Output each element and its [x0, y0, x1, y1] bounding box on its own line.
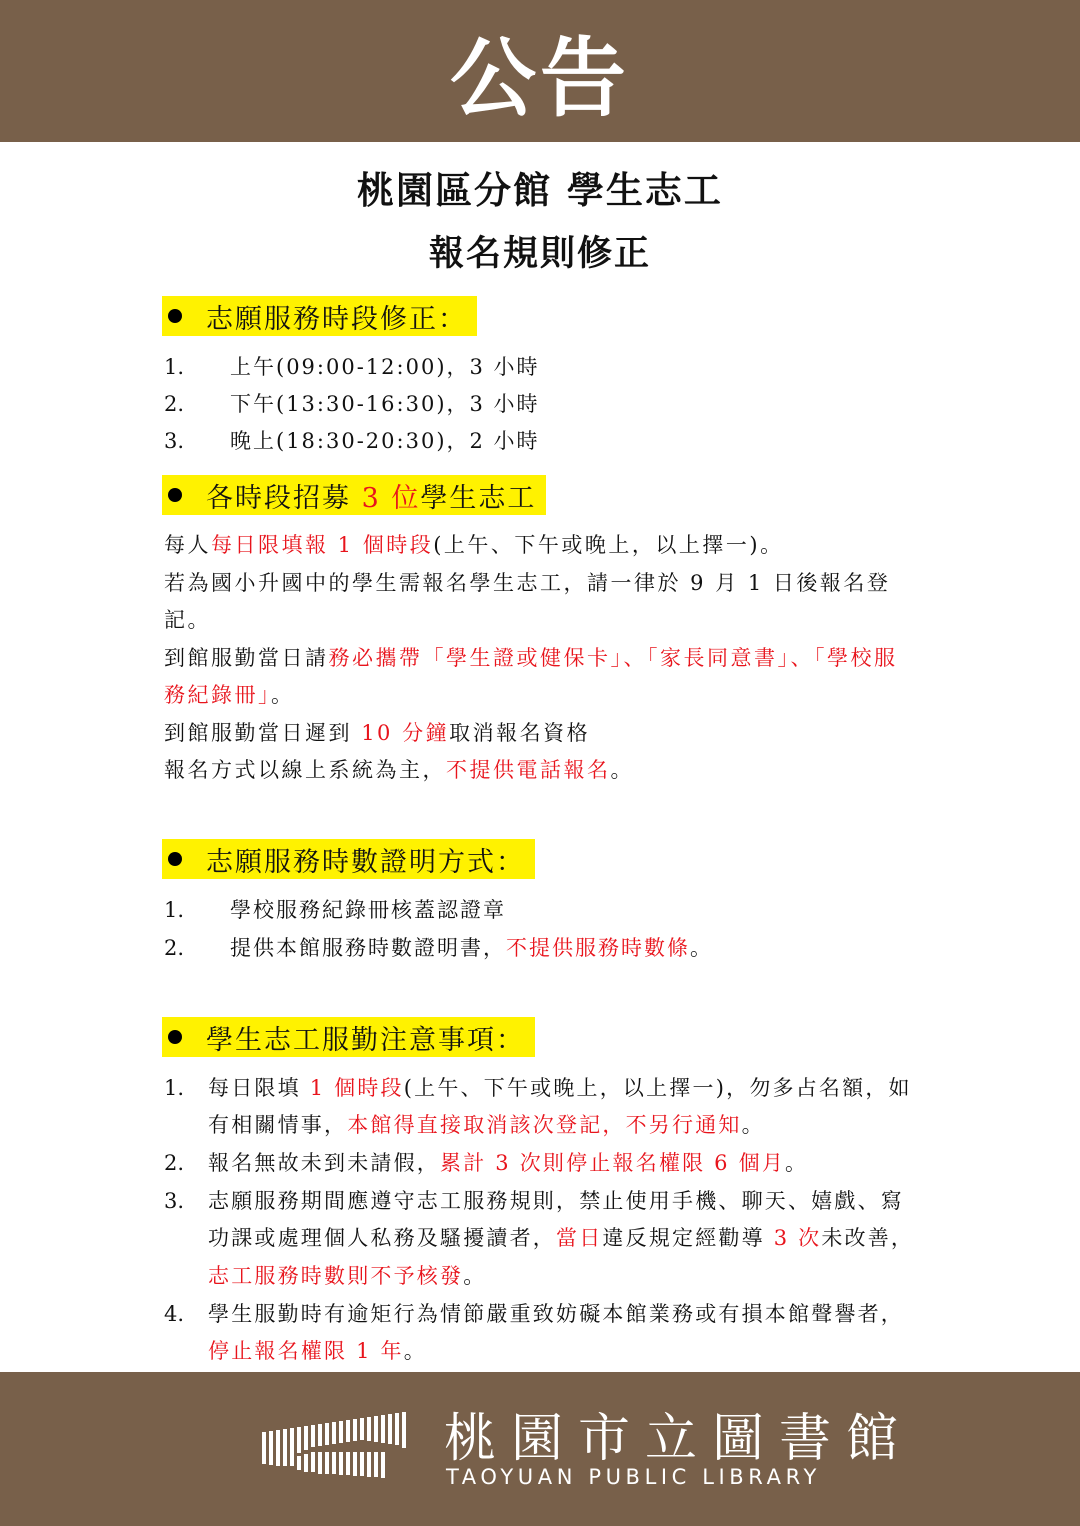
bullet-icon — [168, 852, 182, 866]
text: 到館服勤當日請 — [164, 646, 329, 670]
library-logo-icon — [262, 1412, 432, 1478]
heading-text: 志願服務時段修正： — [206, 303, 467, 335]
heading-text: 學生志工服勤注意事項： — [206, 1024, 525, 1056]
heading-text-b: 學生志工 — [420, 482, 537, 514]
announcement-title: 公告 — [450, 29, 630, 129]
text: 。 — [785, 1151, 809, 1175]
text: 有相關情事， — [208, 1113, 348, 1137]
heading-text-red: 3 位 — [361, 482, 421, 514]
list-item: 上午(09:00-12:00)，3 小時 — [230, 355, 540, 379]
text: 。 — [463, 1264, 487, 1288]
text-red: 本館得直接取消該次登記，不另行通知 — [347, 1113, 742, 1137]
section-heading-hours-proof — [162, 839, 535, 879]
text-red: 1 個時段 — [309, 1076, 404, 1100]
section-heading-service-slots — [162, 296, 477, 336]
paragraph-junior-high: 若為國小升國中的學生需報名學生志工，請一律於 9 月 1 日後報名登 — [164, 571, 891, 595]
text: 未改善， — [821, 1226, 915, 1250]
text-red: 務必攜帶「學生證或健保卡」、「家長同意書」、「學校服 — [328, 646, 898, 670]
paragraph-late-policy — [164, 718, 590, 748]
text: 每人 — [164, 533, 211, 557]
text: 。 — [610, 758, 634, 782]
list-number: 3. — [164, 1189, 185, 1213]
top-banner — [0, 0, 1080, 142]
list-item-cont — [208, 1110, 765, 1140]
list-number: 1. — [164, 1076, 185, 1100]
text: 報名無故未到未請假， — [208, 1151, 440, 1175]
heading-text-a: 各時段招募 — [206, 482, 362, 514]
list-item — [208, 1073, 912, 1103]
bullet-icon — [168, 1030, 182, 1044]
library-name-chinese: 桃園市立圖書館 — [444, 1409, 914, 1469]
list-number: 3. — [164, 429, 185, 453]
text-red: 每日限填報 1 個時段 — [211, 533, 434, 557]
list-item: 晚上(18:30-20:30)，2 小時 — [230, 429, 540, 453]
list-number: 4. — [164, 1302, 185, 1326]
list-number: 2. — [164, 1151, 185, 1175]
list-number: 2. — [164, 936, 185, 960]
list-item-cont — [208, 1336, 427, 1366]
paragraph-junior-high-cont: 記。 — [164, 608, 211, 632]
bullet-icon — [168, 488, 182, 502]
text: 。 — [741, 1113, 765, 1137]
text: 。 — [690, 936, 713, 960]
paragraph-required-items — [164, 643, 898, 673]
page-subtitle: 報名規則修正 — [428, 233, 651, 274]
library-name-english: TAOYUAN PUBLIC LIBRARY — [446, 1465, 821, 1489]
text: (上午、下午或晚上，以上擇一)。 — [433, 533, 784, 557]
list-item — [208, 1148, 808, 1178]
list-item-cont — [208, 1223, 914, 1253]
paragraph-required-items-cont — [164, 680, 295, 710]
list-item-cont — [208, 1261, 486, 1291]
text: 功課或處理個人私務及騷擾讀者， — [208, 1226, 556, 1250]
text-red: 不提供電話報名 — [446, 758, 611, 782]
text-red: 當日 — [556, 1226, 603, 1250]
list-item: 學校服務紀錄冊核蓋認證章 — [230, 898, 506, 922]
list-item: 學生服勤時有逾矩行為情節嚴重致妨礙本館業務或有損本館聲譽者， — [208, 1302, 904, 1326]
section-heading-duty-notes — [162, 1017, 535, 1057]
text-red: 10 分鐘 — [361, 721, 450, 745]
text-red: 志工服務時數則不予核發 — [208, 1264, 464, 1288]
list-item: 下午(13:30-16:30)，3 小時 — [230, 392, 540, 416]
text-red: 3 次 — [773, 1226, 822, 1250]
text-red: 不提供服務時數條 — [506, 936, 690, 960]
list-item: 志願服務期間應遵守志工服務規則，禁止使用手機、聊天、嬉戲、寫 — [208, 1189, 904, 1213]
text: (上午、下午或晚上，以上擇一)，勿多占名額，如 — [403, 1076, 912, 1100]
paragraph-daily-limit — [164, 530, 784, 560]
text: 取消報名資格 — [449, 721, 591, 745]
text: 到館服勤當日遲到 — [164, 721, 362, 745]
text: 每日限填 — [208, 1076, 310, 1100]
list-number: 1. — [164, 355, 185, 379]
heading-text: 志願服務時數證明方式： — [206, 846, 525, 878]
text: 。 — [271, 683, 295, 707]
list-item — [230, 933, 713, 963]
text: 報名方式以線上系統為主， — [164, 758, 446, 782]
list-number: 2. — [164, 392, 185, 416]
text-red: 停止報名權限 1 年 — [208, 1339, 404, 1363]
text: 提供本館服務時數證明書， — [230, 936, 506, 960]
bullet-icon — [168, 309, 182, 323]
list-number: 1. — [164, 898, 185, 922]
page-title: 桃園區分館 學生志工 — [357, 168, 723, 212]
text: 。 — [403, 1339, 427, 1363]
text: 違反規定經勸導 — [602, 1226, 774, 1250]
paragraph-registration-method — [164, 755, 634, 785]
footer-banner — [0, 1372, 1080, 1526]
text-red: 務紀錄冊」 — [164, 683, 271, 707]
text-red: 累計 3 次則停止報名權限 6 個月 — [440, 1151, 786, 1175]
section-heading-recruitment — [162, 475, 546, 515]
